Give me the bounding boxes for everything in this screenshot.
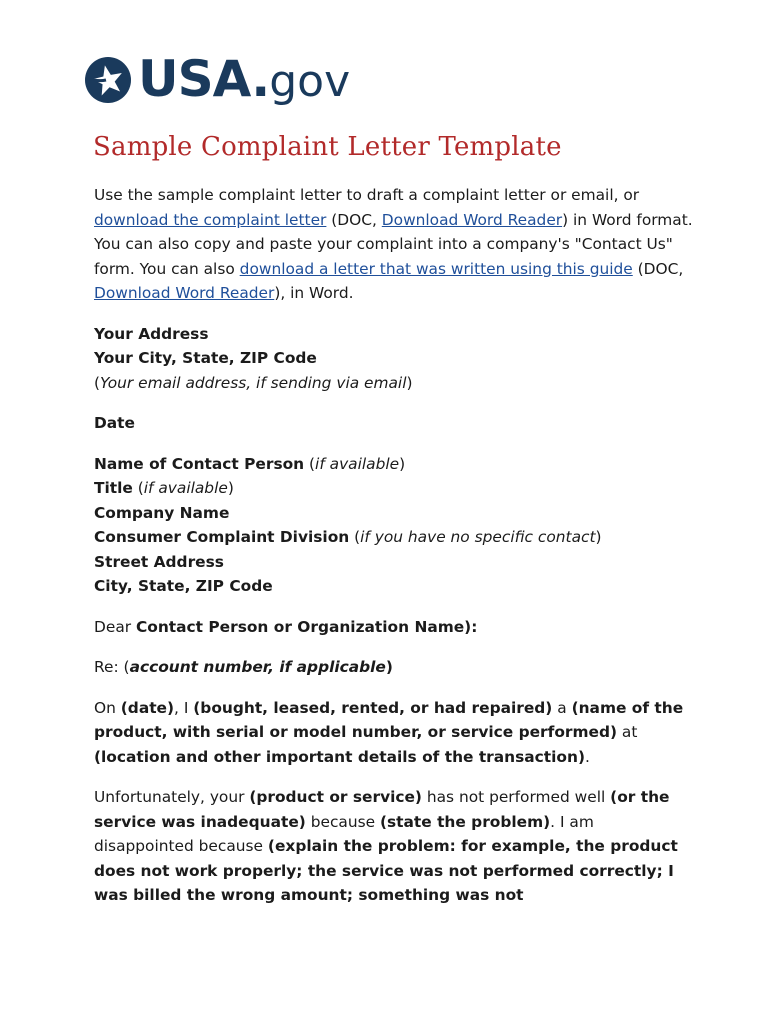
para2-product: (product or service) [249, 788, 422, 806]
re-label: Re: ( [94, 658, 130, 676]
usa-gov-logo[interactable] [84, 50, 350, 110]
para1-text-1: On [94, 698, 121, 717]
sender-email-open: ( [94, 373, 101, 392]
intro-text-2: (DOC, [326, 210, 382, 229]
salutation-dear: Dear [94, 617, 136, 636]
recipient-contact: Name of Contact Person [94, 454, 305, 473]
logo-brand: USA [138, 49, 252, 108]
sender-email: Your email address, if sending via email [100, 373, 407, 392]
para1-product: (name of the product, with serial or model number, or service performed) [94, 698, 684, 741]
star-circle-icon [84, 56, 132, 104]
sender-address: Your Address [94, 324, 209, 343]
paragraph-1 [94, 696, 694, 770]
recipient-contact-note: if available [315, 454, 400, 473]
para2-explanation: (explain the problem: for example, the product does not work properly; the service was not performed correctly; I was billed the wrong amount; something was not [94, 837, 678, 904]
para2-inadequate: (or the service was inadequate) [94, 788, 670, 831]
para2-text-3: because [305, 812, 380, 831]
intro-text-3: ) in Word format. You can also copy and paste your complaint into a company's "Contact Us" form. You can also [94, 210, 693, 278]
recipient-division-note: if you have no specific contact [360, 528, 596, 546]
para1-text-4: at [617, 723, 638, 741]
intro-text-5: ), in Word. [274, 284, 354, 302]
sender-block [94, 322, 694, 396]
download-word-reader-link-2[interactable]: Download Word Reader [94, 284, 275, 302]
para2-text-1: Unfortunately, your [94, 788, 250, 806]
para1-date: (date) [120, 698, 175, 717]
download-word-reader-link-1[interactable]: Download Word Reader [381, 210, 563, 229]
download-guide-letter-link[interactable]: download a letter that was written using this guide [239, 259, 633, 278]
para2-problem: (state the problem) [379, 812, 551, 831]
para1-text-2: , I [174, 698, 194, 717]
re-value: account number, if applicable [129, 658, 386, 676]
intro-paragraph [94, 183, 694, 306]
re-close: ) [385, 658, 393, 676]
download-complaint-letter-link[interactable]: download the complaint letter [94, 210, 327, 229]
date-line [94, 411, 694, 436]
re-line [94, 655, 694, 680]
para1-action: (bought, leased, rented, or had repaired) [193, 698, 553, 717]
logo-wordmark [138, 49, 350, 112]
recipient-title: Title [94, 479, 133, 497]
recipient-city: City, State, ZIP Code [94, 577, 273, 595]
salutation-name: Contact Person or Organization Name): [135, 617, 478, 636]
recipient-division: Consumer Complaint Division [94, 528, 350, 546]
intro-text-4: (DOC, [632, 259, 684, 278]
page-title: Sample Complaint Letter Template [93, 132, 562, 162]
date-label: Date [94, 414, 135, 432]
recipient-block: Name of Contact Person (if available) Title (if available) Company Name Consumer Complaint Division (if you have no specific contact) Street Address City, State, ZIP Code [94, 454, 602, 595]
para1-text-5: . [584, 747, 590, 766]
recipient-title-note: if available [143, 479, 228, 497]
recipient-company: Company Name [94, 503, 230, 522]
para2-text-4: . I am disappointed because [94, 812, 594, 855]
logo-tld: gov [269, 55, 351, 107]
logo-dot: . [251, 49, 270, 108]
salutation [94, 615, 694, 640]
para2-text-2: has not performed well [421, 788, 611, 806]
paragraph-2 [94, 785, 694, 908]
sender-city: Your City, State, ZIP Code [94, 349, 317, 367]
letter-body [94, 183, 694, 924]
para1-text-3: a [552, 698, 572, 717]
recipient-street: Street Address [94, 552, 224, 571]
sender-email-close: ) [406, 373, 413, 392]
para1-location: (location and other important details of the transaction) [94, 747, 585, 766]
intro-text-1: Use the sample complaint letter to draft a complaint letter or email, or [94, 186, 640, 204]
